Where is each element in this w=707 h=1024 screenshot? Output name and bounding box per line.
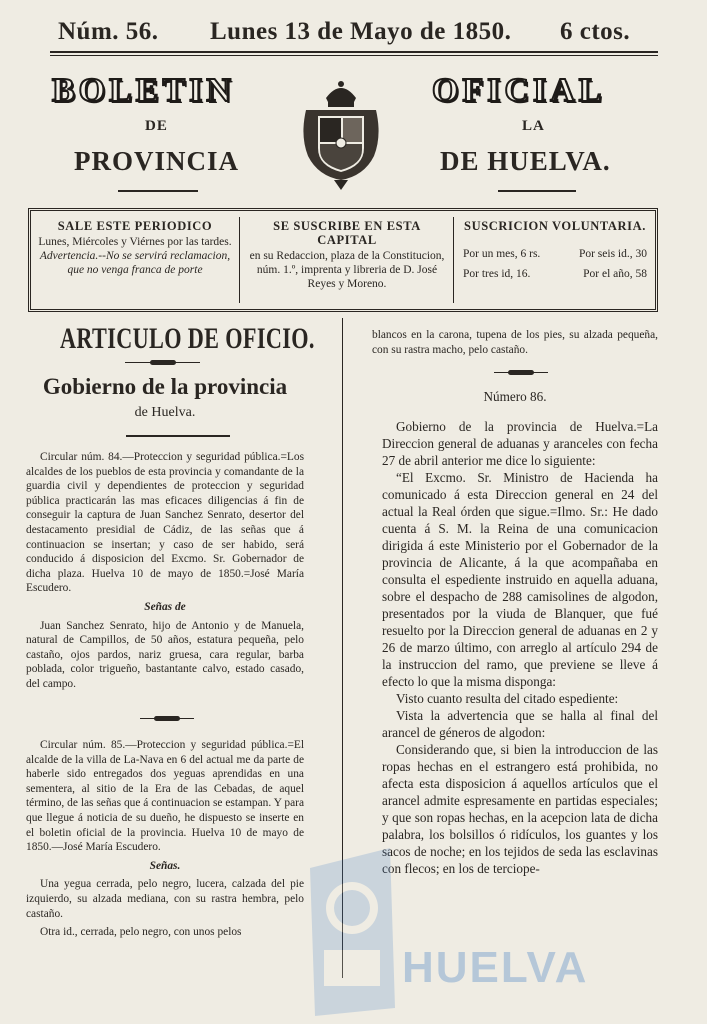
schedule-notice: Advertencia.--No se servirá reclamacion, que no venga franca de porte bbox=[39, 250, 231, 276]
circular-84 bbox=[26, 450, 304, 696]
price-three-months: Por tres id, 16. bbox=[463, 268, 531, 280]
government-subtitle: de Huelva. bbox=[134, 405, 196, 420]
circular-85 bbox=[26, 738, 304, 944]
masthead-boletin: BOLETIN bbox=[52, 72, 235, 109]
price-one-month: Por un mes, 6 rs. bbox=[463, 248, 541, 260]
subscription-prices bbox=[455, 211, 655, 309]
location-text: en su Redaccion, plaza de la Constitucion, núm. 1.º, imprenta y libreria de D. José Reyes y Moreno. bbox=[249, 250, 445, 290]
price-one-year: Por el año, 58 bbox=[583, 268, 647, 280]
issue-date: Lunes 13 de Mayo de 1850. bbox=[210, 18, 512, 45]
circular-84-text: Circular núm. 84.—Proteccion y seguridad pública.=Los alcaldes de los pueblos de esta provincia y comandante de la guardia civil y dependientes de proteccion y seguridad pública practicarán las mas eficaces diligencias á fin de conseguir la captura de Juan Sanchez Senrato, desertor del destacamento presidial de Cádiz, de las señas que á continuacion se insertan; y caso de ser habido, será conducido á disposicion del Excmo. Sr. Gobernador de dicha plaza. Huelva 10 de mayo de 1850.=José María Escudero. bbox=[26, 451, 304, 595]
section-title: ARTICULO DE OFICIO. bbox=[60, 322, 315, 355]
numero-heading bbox=[372, 388, 658, 405]
box-divider bbox=[239, 217, 240, 303]
numero-86-body bbox=[382, 418, 658, 877]
senas-description: Juan Sanchez Senrato, hijo de Antonio y de Manuela, natural de Campillos, de 50 años, estatura pequeña, pelo castaño, ojos pardos, nariz gruesa, cara regular, barba poblada, color trigueño, bastantante calvo, estado casado, del campo. bbox=[26, 619, 304, 690]
schedule-title: SALE ESTE PERIODICO bbox=[57, 219, 213, 233]
continuation-text bbox=[372, 328, 658, 361]
issue-number: Núm. 56. bbox=[58, 18, 159, 45]
continued-description: blancos en la carona, tupena de los pies, su alzada pequeña, con su rastra macho, pelo castaño. bbox=[372, 329, 658, 356]
masthead-rule-left bbox=[118, 190, 198, 192]
subscription-box bbox=[28, 208, 658, 312]
senas-heading: Señas de bbox=[144, 600, 186, 613]
masthead bbox=[0, 70, 707, 195]
top-rule-thin bbox=[50, 55, 658, 56]
masthead-de-huelva: DE HUELVA. bbox=[440, 146, 611, 176]
title-rule bbox=[126, 435, 230, 437]
considerando: Considerando que, si bien la introduccion de las ropas hechas en el estrangero está prohibida, no afecta esta disposicion á aquellos artículos que el arancel admite espresamente en partidas especiales; y que son ropas hechas, en la acepcion lata de dicha palabra, los bolsillos ó ridículos, los guantes y los sacos de noche; en los tejidos de seda las esclavinas con flecos; en los de terciope- bbox=[382, 742, 658, 876]
visto-1: Visto cuanto resulta del citado espediente: bbox=[396, 691, 619, 706]
masthead-la: LA bbox=[522, 118, 545, 134]
watermark-text: HUELVA bbox=[402, 943, 589, 992]
numero-86: Número 86. bbox=[483, 389, 547, 404]
prices-title: SUSCRICION VOLUNTARIA. bbox=[464, 219, 646, 233]
schedule-days: Lunes, Miércoles y Viérnes por las tardes. bbox=[38, 236, 232, 248]
mare-description: Una yegua cerrada, pelo negro, lucera, calzada del pie izquierdo, su alzada mediana, con su rastra hembra, pelo castaño. bbox=[26, 878, 304, 920]
circular-85-text: Circular núm. 85.—Proteccion y seguridad pública.=El alcalde de la villa de La-Nava en 6 del actual me da parte de haberle sido entregados dos yeguas aprendidas en una sementera, al sitio de la Era de las Cebadas, de aquel término, de las señas que á continuacion se estampan. Y para que llegue á noticia de su dueño, he dispuesto se inserte en el boletin oficial de la provincia. Huelva 10 de mayo de 1850.—José María Escudero. bbox=[26, 739, 304, 854]
visto-2: Vista la advertencia que se halla al final del arancel de géneros de algodon: bbox=[382, 708, 658, 740]
customs-intro: Gobierno de la provincia de Huelva.=La Direccion general de aduanas y aranceles con fecha 27 de abril anterior me dice lo siguiente: bbox=[382, 419, 658, 468]
masthead-provincia: PROVINCIA bbox=[74, 146, 240, 176]
mare-description-2: Otra id., cerrada, pelo negro, con unos pelos bbox=[40, 926, 242, 939]
government-title: Gobierno de la provincia bbox=[42, 374, 288, 399]
box-divider bbox=[453, 217, 454, 303]
masthead-de: DE bbox=[145, 118, 168, 134]
ornament-rule bbox=[125, 360, 200, 365]
ornament-rule bbox=[140, 716, 194, 721]
issue-price: 6 ctos. bbox=[560, 18, 631, 45]
ornament-rule bbox=[494, 370, 548, 375]
publication-schedule bbox=[31, 211, 239, 309]
subscription-location bbox=[241, 211, 453, 309]
masthead-rule-right bbox=[498, 190, 576, 192]
senas-heading: Señas. bbox=[149, 859, 181, 872]
coat-of-arms-icon bbox=[298, 76, 384, 190]
masthead-oficial: OFICIAL bbox=[432, 72, 606, 109]
top-rule bbox=[50, 51, 658, 53]
ministry-order: “El Excmo. Sr. Ministro de Hacienda ha comunicado á esta Direccion general en 24 del actual la Real órden que sigue.=Ilmo. Sr.: He dado cuenta á S. M. la Reina de una comunicacion dirigida á este Ministerio por el Gobernador de la provincia de Alicante, á la que acompañaba en consulta el espediente instruido en aquella aduana, sobre el despacho de 288 camisolines de algodon, presentados por la viuda de Blanquer, que fué resuelto por la Direccion general de aduanas en 2 y 26 de marzo último, con arreglo al artículo 294 de la instruccion del ramo, que previene se lleve á efecto lo que la misma disponga: bbox=[382, 470, 658, 689]
location-title: SE SUSCRIBE EN ESTA CAPITAL bbox=[273, 219, 421, 247]
issue-line bbox=[50, 16, 657, 48]
price-six-months: Por seis id., 30 bbox=[578, 248, 647, 260]
